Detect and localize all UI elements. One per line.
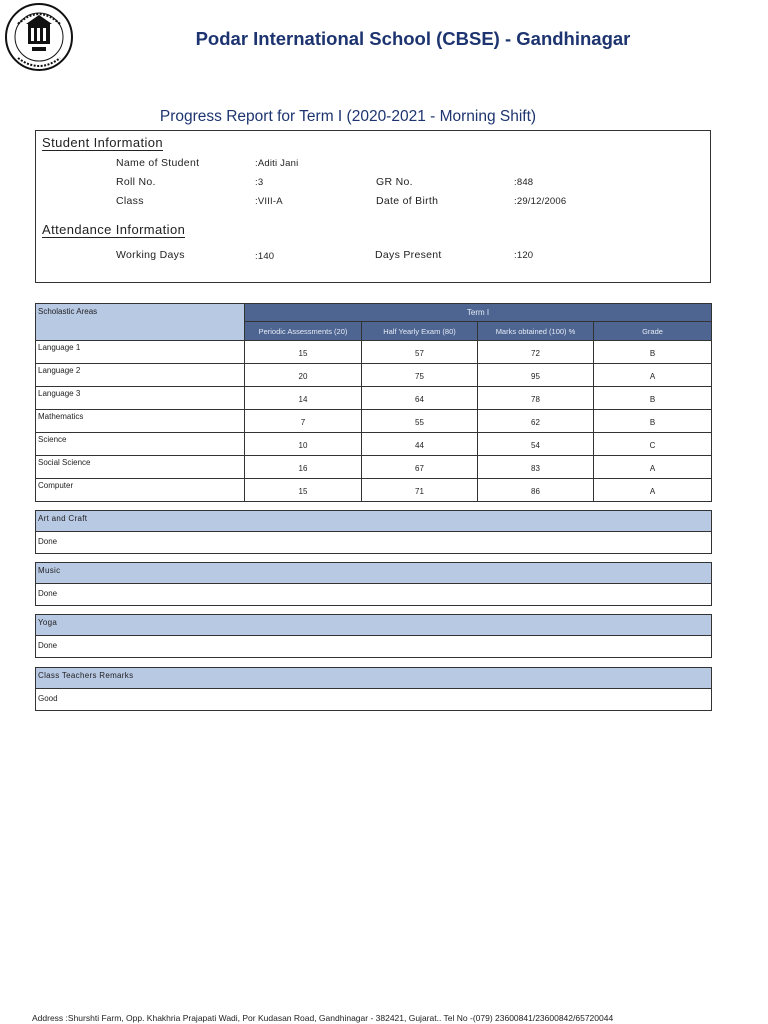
marks-cell: 62 — [478, 410, 594, 433]
table-row — [36, 410, 712, 433]
art-craft-value: Done — [35, 532, 712, 554]
pa-cell: 16 — [245, 456, 362, 479]
hy-cell: 64 — [362, 387, 478, 410]
marks-cell: 86 — [478, 479, 594, 502]
table-row — [36, 364, 712, 387]
grade-cell: A — [594, 479, 712, 502]
grade-cell: B — [594, 387, 712, 410]
working-days-value: :140 — [255, 251, 275, 262]
yoga-value: Done — [35, 636, 712, 658]
subject-cell: Mathematics — [36, 410, 245, 433]
pa-cell: 15 — [245, 341, 362, 364]
attendance-heading: Attendance Information — [42, 222, 186, 237]
subject-cell: Science — [36, 433, 245, 456]
column-header: Marks obtained (100) % — [478, 322, 594, 341]
gr-label: GR No. — [376, 176, 413, 188]
grade-cell: B — [594, 341, 712, 364]
pa-cell: 14 — [245, 387, 362, 410]
roll-label: Roll No. — [116, 176, 156, 188]
yoga-section — [35, 614, 712, 658]
subject-cell: Language 3 — [36, 387, 245, 410]
class-label: Class — [116, 195, 144, 207]
term-header: Term I — [245, 304, 712, 322]
pa-cell: 15 — [245, 479, 362, 502]
scholastic-table — [35, 303, 712, 502]
music-heading: Music — [35, 562, 712, 584]
days-present-value: :120 — [514, 250, 534, 261]
grade-cell: B — [594, 410, 712, 433]
hy-cell: 55 — [362, 410, 478, 433]
marks-cell: 95 — [478, 364, 594, 387]
marks-cell: 72 — [478, 341, 594, 364]
art-craft-heading: Art and Craft — [35, 510, 712, 532]
hy-cell: 71 — [362, 479, 478, 502]
grade-cell: A — [594, 456, 712, 479]
pa-cell: 7 — [245, 410, 362, 433]
name-label: Name of Student — [116, 157, 200, 169]
dob-label: Date of Birth — [376, 195, 439, 207]
roll-value: :3 — [255, 177, 264, 188]
table-row — [36, 341, 712, 364]
column-header: Half Yearly Exam (80) — [362, 322, 478, 341]
remarks-section — [35, 667, 712, 711]
hy-cell: 67 — [362, 456, 478, 479]
footer-address: Address :Shurshti Farm, Opp. Khakhria Prajapati Wadi, Por Kudasan Road, Gandhinagar - 382421, Gujarat.. Tel No -(079) 23600841/23600842/65720044 — [32, 1013, 614, 1023]
marks-cell: 83 — [478, 456, 594, 479]
subject-cell: Social Science — [36, 456, 245, 479]
remarks-heading: Class Teachers Remarks — [35, 667, 712, 689]
pa-cell: 10 — [245, 433, 362, 456]
table-row — [36, 433, 712, 456]
subject-cell: Computer — [36, 479, 245, 502]
name-value: :Aditi Jani — [255, 158, 299, 169]
grade-cell: A — [594, 364, 712, 387]
art-craft-section — [35, 510, 712, 554]
marks-cell: 54 — [478, 433, 594, 456]
school-name: Podar International School (CBSE) - Gandhinagar — [195, 28, 631, 49]
subject-cell: Language 2 — [36, 364, 245, 387]
column-header: Grade — [594, 322, 712, 341]
table-row — [36, 387, 712, 410]
days-present-label: Days Present — [375, 249, 442, 261]
table-row — [36, 456, 712, 479]
table-row — [36, 479, 712, 502]
dob-value: :29/12/2006 — [514, 196, 567, 207]
subject-cell: Language 1 — [36, 341, 245, 364]
grade-cell: C — [594, 433, 712, 456]
hy-cell: 75 — [362, 364, 478, 387]
marks-cell: 78 — [478, 387, 594, 410]
hy-cell: 44 — [362, 433, 478, 456]
scholastic-areas-header: Scholastic Areas — [36, 304, 245, 341]
yoga-heading: Yoga — [35, 614, 712, 636]
report-title: Progress Report for Term I (2020-2021 - Morning Shift) — [159, 108, 537, 125]
gr-value: :848 — [514, 177, 534, 188]
hy-cell: 57 — [362, 341, 478, 364]
pa-cell: 20 — [245, 364, 362, 387]
music-section — [35, 562, 712, 606]
remarks-value: Good — [35, 689, 712, 711]
column-header: Periodic Assessments (20) — [245, 322, 362, 341]
working-days-label: Working Days — [116, 249, 185, 261]
student-info-heading: Student Information — [42, 135, 164, 150]
class-value: :VIII-A — [255, 196, 283, 207]
music-value: Done — [35, 584, 712, 606]
